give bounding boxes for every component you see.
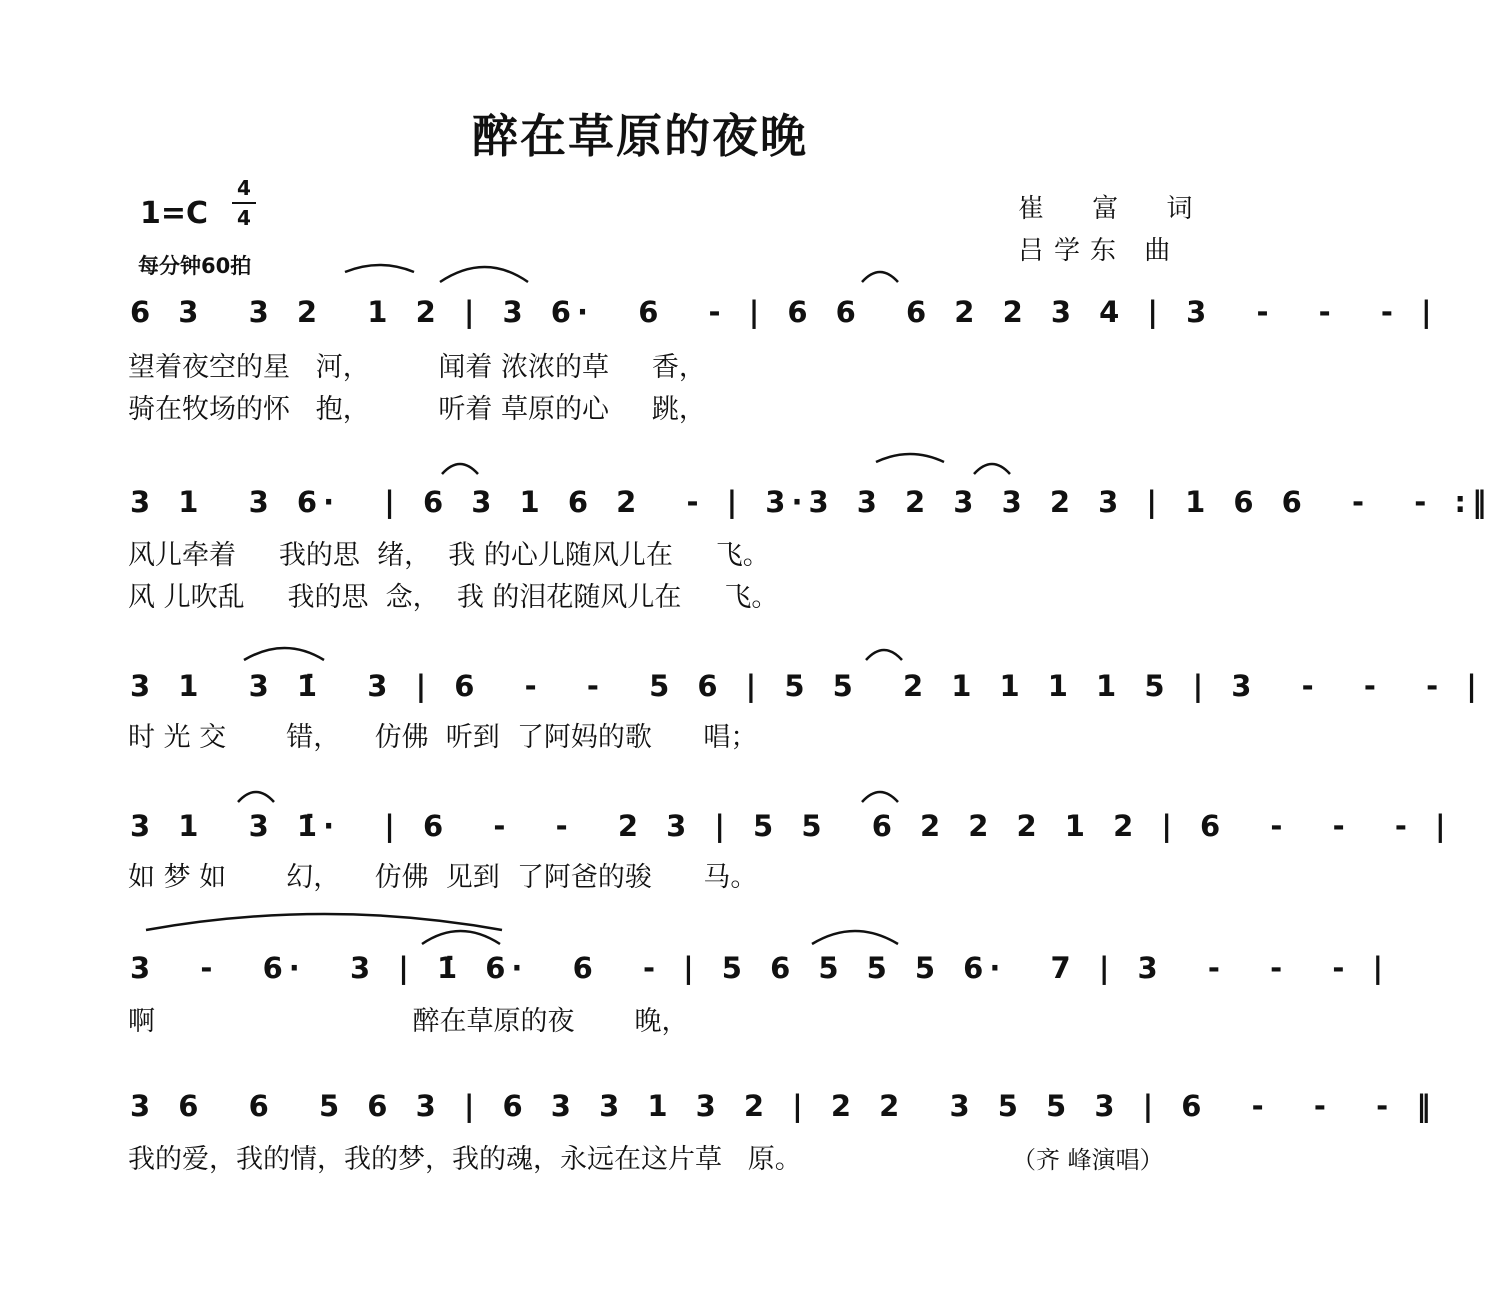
lyric-line-3: 时 光 交 错， 仿佛 听到 了阿妈的歌 唱； (128, 722, 758, 753)
slur (146, 914, 502, 930)
slur (422, 931, 500, 944)
performer-credit: （齐 峰演唱） (1012, 1146, 1164, 1174)
notation-line-5: 3 - 6· 3 | 1̇ 6· 6 - | 5 6 5 5 5 6· 7 | 3 - - - | (130, 951, 1390, 985)
composer-credit: 吕学东 曲 (1018, 236, 1181, 266)
slur (244, 648, 324, 660)
slur (974, 464, 1010, 474)
slur (866, 650, 902, 660)
slur (812, 931, 898, 944)
slur (862, 792, 898, 802)
tempo-marking: 每分钟60拍 (138, 254, 252, 278)
lyric-line-4: 如 梦 如 幻， 仿佛 见到 了阿爸的骏 马。 (128, 862, 758, 893)
slur (442, 464, 478, 474)
lyric-line-2a: 风儿牵着 我的思 绪， 我 的心儿随风儿在 飞。 (128, 540, 770, 571)
slur (345, 265, 414, 272)
notation-line-2: 3 1 3 6· | 6 3 1 6 2 - | 3·3 3 2 3 3 2 3 | 1 6 6 - - :‖ (130, 485, 1492, 519)
notation-line-1: 6 3 3 2 1 2 | 3 6· 6 - | 6 6 6 2 2 3 4 | 3 - - - | (130, 295, 1438, 329)
slur (238, 792, 274, 802)
notation-line-4: 3 1 3 1̇· | 6 - - 2 3 | 5 5 6 2 2 2 1 2 | 6 - - - | (130, 809, 1452, 843)
key-signature: 1=C (140, 196, 209, 231)
lyric-line-1b: 骑在牧场的怀 抱， 听着 草原的心 跳， (128, 394, 706, 425)
lyricist-credit: 崔 富 词 (1018, 194, 1213, 224)
slur (876, 454, 944, 462)
lyric-line-5: 啊 醉在草原的夜 晚， (128, 1006, 689, 1037)
notation-line-6: 3 6 6 5 6 3 | 6 3 3 1 3 2 | 2 2 3 5 5 3 | 6 - - - ‖ (130, 1089, 1437, 1123)
slur (440, 267, 528, 282)
notation-line-3: 3 1 3 1̇ 3 | 6 - - 5 6 | 5 5 2 1 1 1 1 5 | 3 - - - | (130, 669, 1483, 703)
time-signature-bottom: 4 (237, 206, 251, 230)
song-title: 醉在草原的夜晚 (472, 109, 808, 163)
time-signature-top: 4 (237, 176, 251, 200)
lyric-line-6: 我的爱，我的情，我的梦，我的魂，永远在这片草 原。 (128, 1144, 802, 1175)
lyric-line-1a: 望着夜空的星 河， 闻着 浓浓的草 香， (128, 352, 706, 383)
slur (862, 272, 898, 282)
lyric-line-2b: 风 儿吹乱 我的思 念， 我 的泪花随风儿在 飞。 (128, 582, 779, 613)
